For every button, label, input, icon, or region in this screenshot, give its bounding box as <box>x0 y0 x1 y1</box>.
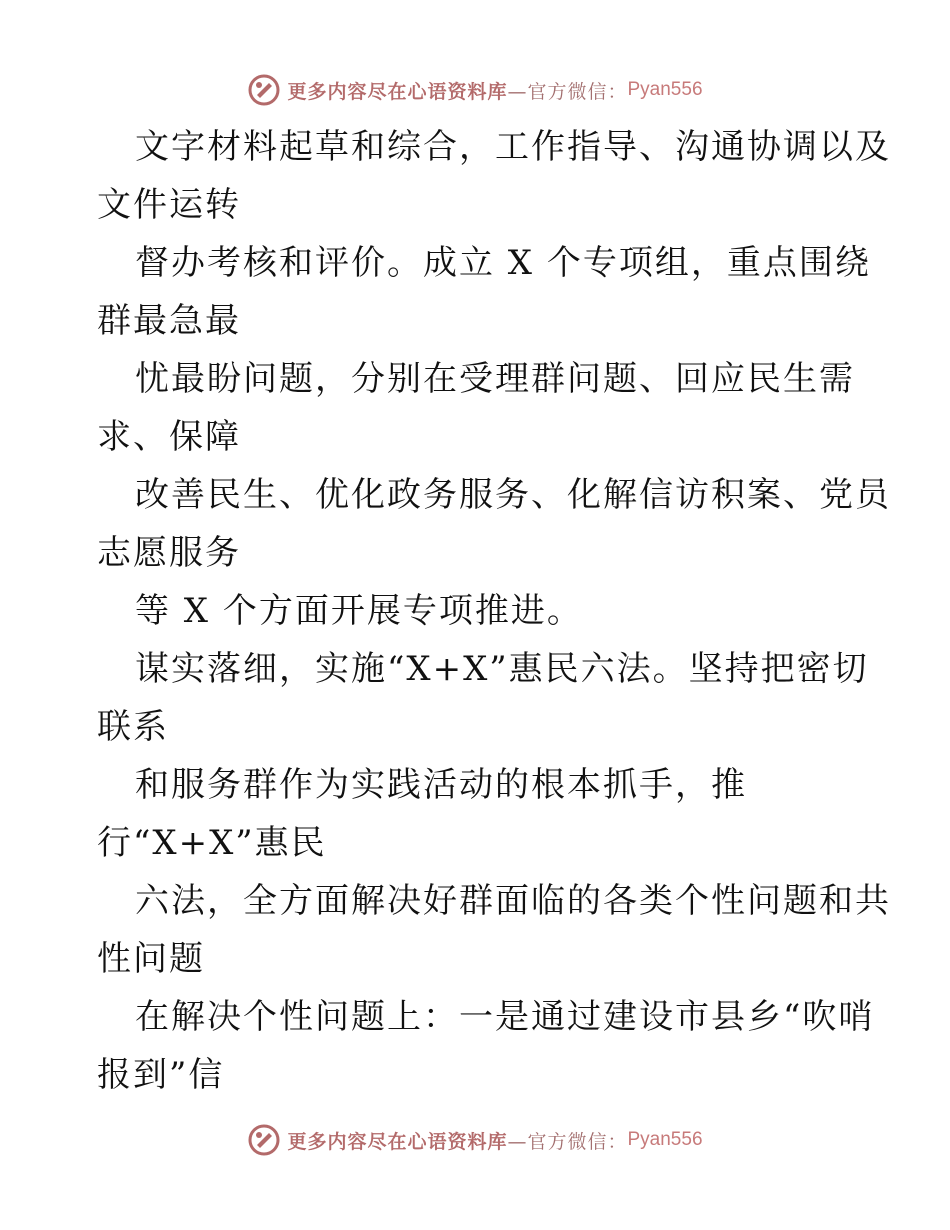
document-line: 改善民生、优化政务服务、化解信访积案、党员 <box>135 475 891 515</box>
document-line: 和服务群作为实践活动的根本抓手，推 <box>135 765 747 805</box>
footer-banner-id: Pyan556 <box>627 1129 703 1150</box>
document-line: 文件运转 <box>97 185 241 225</box>
document-line: 文字材料起草和综合，工作指导、沟通协调以及 <box>135 127 891 167</box>
footer-banner <box>0 1120 950 1160</box>
header-banner-id: Pyan556 <box>627 79 703 100</box>
document-line: 谋实落细，实施“X+X”惠民六法。坚持把密切 <box>135 649 869 689</box>
header-banner <box>0 70 950 110</box>
header-banner-title: 更多内容尽在心语资料库 <box>287 80 508 103</box>
brand-logo-icon <box>247 1123 281 1157</box>
document-line: 行“X+X”惠民 <box>97 823 327 863</box>
header-banner-subtitle: —官方微信： <box>507 80 628 103</box>
footer-banner-title: 更多内容尽在心语资料库 <box>287 1130 508 1153</box>
document-line: 等 X 个方面开展专项推进。 <box>135 591 583 631</box>
document-body <box>97 118 891 1104</box>
document-line: 群最急最 <box>97 301 241 341</box>
document-line: 联系 <box>97 707 169 747</box>
document-line: 六法，全方面解决好群面临的各类个性问题和共 <box>135 881 891 921</box>
document-line: 志愿服务 <box>97 533 241 573</box>
document-line: 性问题 <box>97 939 205 979</box>
document-line: 忧最盼问题，分别在受理群问题、回应民生需 <box>135 359 855 399</box>
document-line: 报到”信 <box>97 1055 225 1095</box>
brand-logo-icon <box>247 73 281 107</box>
document-line: 在解决个性问题上：一是通过建设市县乡“吹哨 <box>135 997 875 1037</box>
document-line: 求、保障 <box>97 417 241 457</box>
footer-banner-subtitle: —官方微信： <box>507 1130 628 1153</box>
document-line: 督办考核和评价。成立 X 个专项组，重点围绕 <box>135 243 871 283</box>
